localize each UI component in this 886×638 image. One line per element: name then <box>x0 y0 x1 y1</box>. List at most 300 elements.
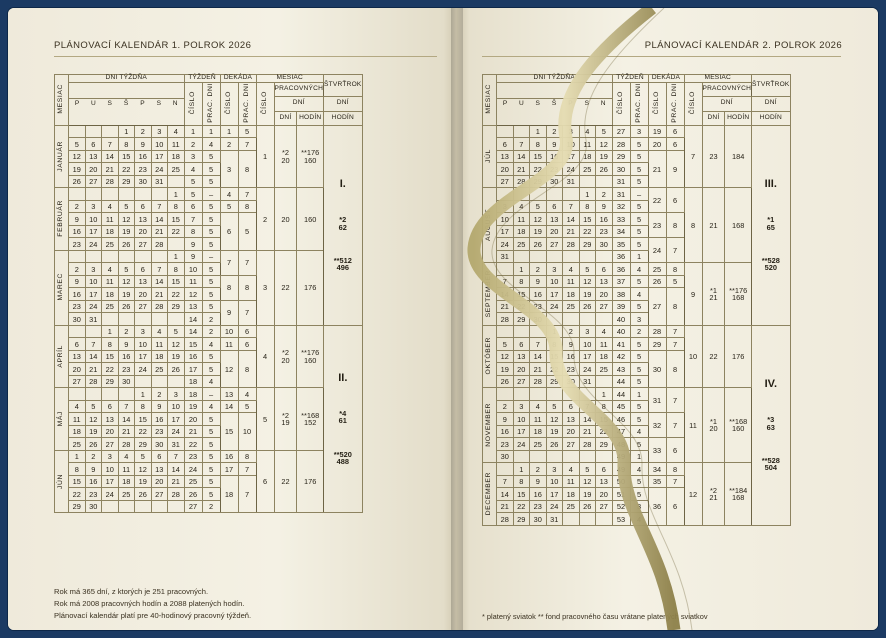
day-cell: 4 <box>168 125 185 138</box>
day-cell: 22 <box>513 300 530 313</box>
week-workdays-cell: 5 <box>630 225 648 238</box>
day-cell: 20 <box>596 288 613 301</box>
decade-workdays-cell: 7 <box>666 338 684 351</box>
day-cell: 1 <box>579 188 596 201</box>
week-number-cell: 41 <box>612 338 630 351</box>
week-workdays-cell: 5 <box>202 238 220 251</box>
day-cell: 1 <box>513 263 530 276</box>
week-number-cell: 13 <box>184 300 202 313</box>
header-weekday: U <box>85 98 101 110</box>
week-workdays-cell: 4 <box>202 375 220 388</box>
day-cell: 19 <box>69 163 86 176</box>
day-cell: 15 <box>596 413 613 426</box>
header-weekdays-group: DNI TÝŽDŇA <box>497 75 613 83</box>
month-hours-cell: 176 <box>297 450 324 513</box>
day-cell: 23 <box>69 238 86 251</box>
header-decade-workdays: PRAC. DNI <box>666 82 684 125</box>
week-workdays-cell: 2 <box>630 325 648 338</box>
day-cell: 19 <box>168 350 185 363</box>
quarter-label: I. <box>339 178 346 191</box>
month-label: JÚN <box>55 450 69 513</box>
month-hours-cell: 176 <box>297 250 324 325</box>
week-workdays-cell: 5 <box>630 488 648 501</box>
decade-number-cell: 14 <box>220 400 238 413</box>
day-cell: 22 <box>530 163 547 176</box>
day-cell: 16 <box>69 225 86 238</box>
day-cell: 11 <box>530 413 547 426</box>
header-weekday: P <box>69 98 85 110</box>
day-cell: 16 <box>497 425 514 438</box>
day-cell: 30 <box>85 500 102 513</box>
calendar-table-second-half <box>482 74 791 526</box>
day-cell: 26 <box>118 300 135 313</box>
day-cell <box>596 175 613 188</box>
day-cell: 1 <box>546 325 563 338</box>
week-workdays-cell: 5 <box>202 175 220 188</box>
day-cell: 20 <box>69 363 86 376</box>
quarter-hours: **520 <box>333 449 352 459</box>
day-cell: 7 <box>102 138 119 151</box>
decade-number-cell: 25 <box>648 263 666 276</box>
decade-workdays-cell: 6 <box>666 188 684 213</box>
decade-number-cell: 1 <box>220 125 238 138</box>
week-workdays-cell: 5 <box>630 413 648 426</box>
week-workdays-cell: 5 <box>630 475 648 488</box>
day-cell: 14 <box>563 213 580 226</box>
day-cell: 30 <box>530 313 547 326</box>
day-cell: 23 <box>563 363 580 376</box>
calendar-week-row <box>483 125 791 138</box>
header-days: DNÍ <box>274 111 297 125</box>
week-workdays-cell: 5 <box>630 163 648 176</box>
week-number-cell: 32 <box>612 200 630 213</box>
day-cell: 4 <box>596 325 613 338</box>
day-cell: 19 <box>118 288 135 301</box>
quarter-days-value: 63 <box>766 422 775 432</box>
day-cell <box>102 313 119 326</box>
day-cell <box>497 388 514 401</box>
day-cell: 12 <box>579 475 596 488</box>
day-cell: 26 <box>497 375 514 388</box>
week-workdays-cell: 5 <box>630 275 648 288</box>
day-cell: 17 <box>546 488 563 501</box>
day-cell <box>102 500 119 513</box>
day-cell: 6 <box>135 263 152 276</box>
day-cell: 15 <box>69 475 86 488</box>
day-cell: 14 <box>151 275 168 288</box>
day-cell <box>168 238 185 251</box>
day-cell: 4 <box>102 263 119 276</box>
day-cell: 9 <box>69 275 86 288</box>
day-cell: 19 <box>85 425 102 438</box>
day-cell: 11 <box>102 213 119 226</box>
month-hours-cell: 168 <box>725 188 752 263</box>
day-cell: 3 <box>135 325 152 338</box>
week-number-cell: 30 <box>612 163 630 176</box>
day-cell: 19 <box>118 225 135 238</box>
day-cell <box>579 388 596 401</box>
header-month-number: ČÍSLO <box>256 82 274 125</box>
decade-workdays-cell: 7 <box>238 463 256 476</box>
calendar-table-first-half <box>54 74 363 513</box>
day-cell: 21 <box>579 425 596 438</box>
week-number-cell: 6 <box>184 200 202 213</box>
calendar-week-row <box>483 388 791 401</box>
week-workdays-cell: 5 <box>202 488 220 501</box>
day-cell: 2 <box>135 125 152 138</box>
header-weekday: Š <box>546 98 562 110</box>
week-workdays-cell: 5 <box>202 225 220 238</box>
header-week-number: ČÍSLO <box>612 82 630 125</box>
day-cell: 1 <box>596 388 613 401</box>
header-weekday: S <box>579 98 595 110</box>
title-rule-right <box>482 56 841 57</box>
day-cell: 27 <box>135 300 152 313</box>
day-cell: 5 <box>497 338 514 351</box>
day-cell: 5 <box>118 263 135 276</box>
day-cell: 12 <box>497 350 514 363</box>
day-cell: 15 <box>168 213 185 226</box>
day-cell: 29 <box>118 175 135 188</box>
page-title-left: PLÁNOVACÍ KALENDÁR 1. POLROK 2026 <box>54 40 252 51</box>
week-number-cell: 53 <box>612 513 630 526</box>
week-workdays-cell: – <box>202 250 220 263</box>
decade-workdays-cell: 6 <box>666 138 684 151</box>
day-cell: 4 <box>151 325 168 338</box>
week-number-cell: 35 <box>612 238 630 251</box>
month-number-cell: 8 <box>684 188 702 263</box>
day-cell <box>513 325 530 338</box>
day-cell <box>579 513 596 526</box>
decade-number-cell: 26 <box>648 275 666 288</box>
week-number-cell: 21 <box>184 425 202 438</box>
day-cell: 5 <box>579 263 596 276</box>
week-workdays-cell: 5 <box>630 175 648 188</box>
title-rule-left <box>54 56 437 57</box>
day-cell: 22 <box>513 500 530 513</box>
header-decade-workdays: PRAC. DNI <box>238 82 256 125</box>
week-workdays-cell: 5 <box>202 438 220 451</box>
day-cell <box>546 450 563 463</box>
day-cell: 13 <box>135 213 152 226</box>
day-cell <box>135 250 152 263</box>
week-workdays-cell: 5 <box>202 463 220 476</box>
week-number-cell: 16 <box>184 350 202 363</box>
month-number-cell: 6 <box>256 450 274 513</box>
day-cell: 6 <box>69 338 86 351</box>
day-cell: 18 <box>102 288 119 301</box>
day-cell: 15 <box>102 350 119 363</box>
day-cell: 12 <box>596 138 613 151</box>
month-workdays-cell: *2 20 <box>274 125 297 188</box>
header-quarter-group: ŠTVRŤROK <box>752 75 791 97</box>
day-cell <box>530 388 547 401</box>
day-cell: 5 <box>135 450 152 463</box>
day-cell: 20 <box>513 363 530 376</box>
day-cell: 30 <box>530 513 547 526</box>
day-cell: 16 <box>530 288 547 301</box>
day-cell: 12 <box>579 275 596 288</box>
week-number-cell: 49 <box>612 463 630 476</box>
day-cell: 20 <box>563 425 580 438</box>
page-title-right: PLÁNOVACÍ KALENDÁR 2. POLROK 2026 <box>644 40 842 51</box>
header-decade-number: ČÍSLO <box>220 82 238 125</box>
day-cell: 31 <box>168 438 185 451</box>
day-cell: 2 <box>151 388 168 401</box>
day-cell: 28 <box>513 175 530 188</box>
week-workdays-cell: 5 <box>630 150 648 163</box>
day-cell: 21 <box>530 363 547 376</box>
day-cell: 7 <box>563 200 580 213</box>
header-month-number: ČÍSLO <box>684 82 702 125</box>
day-cell: 8 <box>168 200 185 213</box>
day-cell: 25 <box>168 163 185 176</box>
day-cell <box>151 250 168 263</box>
quarter-hours-value: 488 <box>336 457 349 467</box>
decade-number-cell: 34 <box>648 463 666 476</box>
day-cell <box>546 388 563 401</box>
day-cell: 25 <box>69 438 86 451</box>
decade-number-cell: 15 <box>220 413 238 451</box>
day-cell: 17 <box>151 150 168 163</box>
day-cell: 15 <box>513 288 530 301</box>
day-cell: 21 <box>513 163 530 176</box>
month-label: JANUÁR <box>55 125 69 188</box>
day-cell <box>85 188 102 201</box>
day-cell: 1 <box>69 450 86 463</box>
day-cell: 2 <box>596 188 613 201</box>
day-cell: 18 <box>69 425 86 438</box>
day-cell: 12 <box>85 413 102 426</box>
day-cell: 29 <box>168 300 185 313</box>
day-cell: 1 <box>513 463 530 476</box>
week-workdays-cell: 5 <box>202 450 220 463</box>
week-number-cell: 20 <box>184 413 202 426</box>
day-cell: 29 <box>546 375 563 388</box>
day-cell: 8 <box>168 263 185 276</box>
day-cell: 28 <box>497 513 514 526</box>
day-cell <box>168 175 185 188</box>
day-cell: 5 <box>118 200 135 213</box>
day-cell <box>579 250 596 263</box>
header-week-workdays: PRAC. DNI <box>202 82 220 125</box>
day-cell: 16 <box>563 350 580 363</box>
week-number-cell: 36 <box>612 250 630 263</box>
day-cell: 26 <box>546 438 563 451</box>
decade-number-cell: 31 <box>648 388 666 413</box>
week-workdays-cell: 5 <box>630 138 648 151</box>
calendar-week-row <box>55 388 363 401</box>
day-cell: 25 <box>151 363 168 376</box>
day-cell: 28 <box>151 300 168 313</box>
week-workdays-cell: – <box>202 188 220 201</box>
decade-workdays-cell: 8 <box>666 288 684 326</box>
week-workdays-cell: 4 <box>630 463 648 476</box>
day-cell: 31 <box>151 175 168 188</box>
calendar-spread <box>8 8 878 630</box>
day-cell: 9 <box>563 338 580 351</box>
day-cell: 12 <box>168 338 185 351</box>
quarter-days: *1 <box>767 215 775 225</box>
day-cell: 20 <box>596 488 613 501</box>
day-cell: 16 <box>69 288 86 301</box>
day-cell <box>151 313 168 326</box>
day-cell <box>151 188 168 201</box>
day-cell: 29 <box>135 438 152 451</box>
header-month-group: MESIAC <box>684 75 752 83</box>
week-number-cell: 10 <box>184 263 202 276</box>
day-cell: 13 <box>513 350 530 363</box>
day-cell: 25 <box>513 238 530 251</box>
note-line: Plánovací kalendár platí pre 40-hodinový pracovný týždeň. <box>54 610 252 620</box>
week-number-cell: 15 <box>184 338 202 351</box>
quarter-hours-value: 520 <box>764 263 777 273</box>
week-number-cell: 19 <box>184 400 202 413</box>
week-number-cell: 50 <box>612 475 630 488</box>
day-cell: 22 <box>168 288 185 301</box>
day-cell <box>513 250 530 263</box>
week-number-cell: 37 <box>612 275 630 288</box>
day-cell: 27 <box>102 438 119 451</box>
day-cell: 4 <box>102 200 119 213</box>
day-cell: 30 <box>118 375 135 388</box>
week-workdays-cell: 5 <box>630 300 648 313</box>
day-cell: 20 <box>135 288 152 301</box>
decade-number-cell: 22 <box>648 188 666 213</box>
week-number-cell: 43 <box>612 363 630 376</box>
week-number-cell: 52 <box>612 500 630 513</box>
day-cell: 6 <box>85 138 102 151</box>
week-number-cell: 1 <box>184 125 202 138</box>
week-number-cell: 22 <box>184 438 202 451</box>
decade-workdays-cell: 8 <box>238 275 256 300</box>
day-cell <box>85 388 102 401</box>
day-cell: 23 <box>151 425 168 438</box>
day-cell: 21 <box>85 363 102 376</box>
day-cell: 9 <box>497 413 514 426</box>
month-hours-cell: 176 <box>725 325 752 388</box>
day-cell: 3 <box>579 325 596 338</box>
decade-workdays-cell: 9 <box>666 150 684 188</box>
day-cell: 25 <box>102 300 119 313</box>
day-cell: 3 <box>497 200 514 213</box>
day-cell: 28 <box>118 438 135 451</box>
decade-number-cell: 6 <box>220 213 238 251</box>
header-month: MESIAC <box>55 75 69 126</box>
day-cell: 24 <box>85 238 102 251</box>
day-cell: 10 <box>168 400 185 413</box>
week-workdays-cell: 3 <box>630 313 648 326</box>
day-cell: 17 <box>563 150 580 163</box>
month-workdays-cell: 21 <box>702 188 725 263</box>
day-cell <box>151 375 168 388</box>
day-cell: 4 <box>563 463 580 476</box>
month-hours-cell: **168 160 <box>725 388 752 463</box>
day-cell <box>135 500 152 513</box>
month-number-cell: 1 <box>256 125 274 188</box>
day-cell: 27 <box>85 175 102 188</box>
day-cell: 28 <box>85 375 102 388</box>
week-workdays-cell: 5 <box>202 213 220 226</box>
month-label: MAREC <box>55 250 69 325</box>
week-workdays-cell: 1 <box>202 125 220 138</box>
day-cell <box>69 125 86 138</box>
month-hours-cell: **176 160 <box>297 125 324 188</box>
day-cell: 4 <box>530 400 547 413</box>
day-cell: 1 <box>168 188 185 201</box>
day-cell: 17 <box>135 350 152 363</box>
header-work-group: PRACOVNÝCH <box>702 82 752 96</box>
day-cell: 15 <box>513 488 530 501</box>
month-label: APRÍL <box>55 325 69 388</box>
day-cell <box>530 250 547 263</box>
day-cell: 4 <box>118 450 135 463</box>
day-cell <box>85 325 102 338</box>
day-cell: 5 <box>546 400 563 413</box>
day-cell <box>118 250 135 263</box>
day-cell: 24 <box>546 300 563 313</box>
week-number-cell: 12 <box>184 288 202 301</box>
day-cell: 6 <box>596 463 613 476</box>
day-cell: 2 <box>118 325 135 338</box>
day-cell: 23 <box>118 363 135 376</box>
decade-number-cell: 12 <box>220 350 238 388</box>
decade-number-cell: 8 <box>220 275 238 300</box>
month-number-cell: 7 <box>684 125 702 188</box>
week-workdays-cell: 5 <box>630 375 648 388</box>
day-cell: 13 <box>596 275 613 288</box>
month-workdays-cell: 20 <box>274 188 297 251</box>
week-workdays-cell: 5 <box>202 263 220 276</box>
day-cell <box>546 250 563 263</box>
day-cell: 18 <box>596 350 613 363</box>
day-cell: 11 <box>579 138 596 151</box>
week-workdays-cell: 4 <box>630 263 648 276</box>
day-cell: 2 <box>69 263 86 276</box>
header-weekday: N <box>167 98 183 110</box>
header-week-number: ČÍSLO <box>184 82 202 125</box>
week-workdays-cell: 5 <box>202 275 220 288</box>
week-workdays-cell: 5 <box>202 350 220 363</box>
quarter-hours: **528 <box>761 255 780 265</box>
day-cell: 11 <box>151 338 168 351</box>
month-label: OKTÓBER <box>483 325 497 388</box>
day-cell <box>168 375 185 388</box>
day-cell: 10 <box>563 138 580 151</box>
day-cell: 17 <box>497 225 514 238</box>
day-cell: 8 <box>513 475 530 488</box>
day-cell: 28 <box>530 375 547 388</box>
decade-workdays-cell: 8 <box>238 200 256 213</box>
day-cell <box>497 188 514 201</box>
month-workdays-cell: *2 20 <box>274 325 297 388</box>
week-workdays-cell: 3 <box>630 500 648 513</box>
day-cell <box>102 250 119 263</box>
week-workdays-cell: – <box>202 388 220 401</box>
month-workdays-cell: 22 <box>274 450 297 513</box>
header-weekday: U <box>513 98 529 110</box>
week-workdays-cell: 4 <box>630 288 648 301</box>
day-cell: 7 <box>168 450 185 463</box>
header-hours: HODÍN <box>725 111 752 125</box>
decade-number-cell: 7 <box>220 250 238 275</box>
day-cell: 22 <box>579 225 596 238</box>
decade-workdays-cell: 6 <box>666 488 684 526</box>
day-cell: 10 <box>579 338 596 351</box>
day-cell: 31 <box>497 250 514 263</box>
day-cell: 16 <box>596 213 613 226</box>
day-cell: 22 <box>69 488 86 501</box>
